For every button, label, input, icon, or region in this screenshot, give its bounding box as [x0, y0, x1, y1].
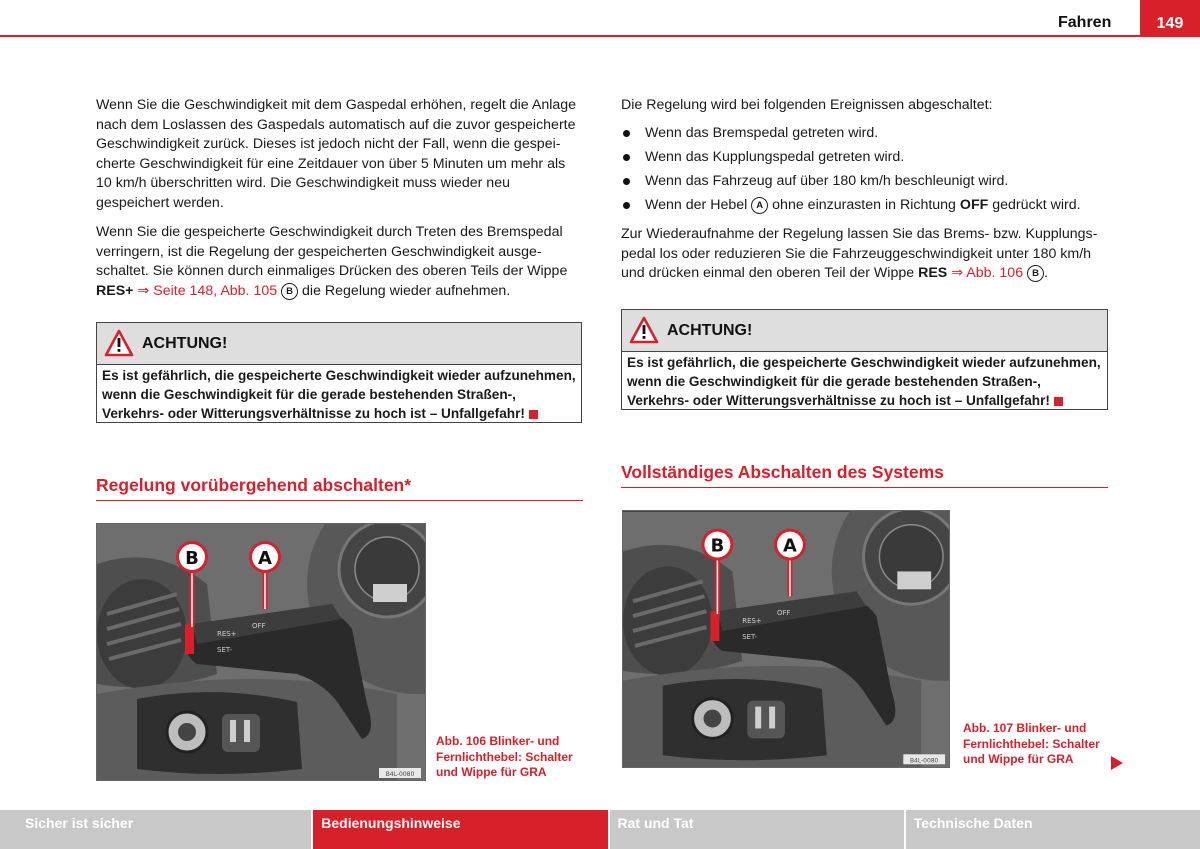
warning-text-content: Es ist gefährlich, die gespeicherte Geschwindigkeit wieder aufzunehmen, wenn die Geschwindigkeit für die gerade bestehenden Straßen-, Verkehrs- oder Witterungsverhältnisse zu hoch ist – Unfallgefahr! — [102, 368, 576, 421]
list-item-text: Wenn das Bremspedal getreten wird. — [645, 124, 879, 141]
turn-signal-lever-illustration — [97, 524, 426, 781]
bullet-icon — [623, 202, 630, 209]
right-paragraph-end: . — [1044, 265, 1048, 281]
right-paragraph-text: Zur Wiederaufnahme der Regelung lassen Sie das Brems- bzw. Kupplungs- pedal los oder reduzieren Sie die Fahrzeuggeschwindigkeit unter 180 km/h und drücken einmal den oberen Teil der Wippe — [621, 226, 1098, 281]
header-rule — [0, 35, 1200, 37]
right-paragraph — [621, 225, 1108, 284]
warning-text — [622, 352, 1107, 413]
left-column — [96, 96, 583, 311]
page-reference-link[interactable]: Seite 148, Abb. 105 — [153, 282, 278, 299]
figure-code: B4L-0080 — [909, 757, 939, 765]
list-item — [621, 196, 1108, 216]
svg-text:RES+: RES+ — [742, 617, 762, 626]
left-paragraph-2-end: die Regelung wieder aufnehmen. — [302, 282, 511, 299]
warning-box-right — [621, 309, 1108, 410]
marker-a-icon: A — [751, 197, 768, 214]
figure-label-b: B — [710, 535, 725, 557]
turn-signal-lever-illustration — [623, 511, 950, 768]
warning-header — [622, 310, 1107, 352]
footer-nav — [0, 810, 1200, 849]
list-item-text: Wenn das Fahrzeug auf über 180 km/h beschleunigt wird. — [645, 172, 1009, 189]
svg-text:OFF: OFF — [777, 609, 791, 618]
left-paragraph-2 — [96, 223, 583, 301]
right-column — [621, 96, 1108, 294]
off-label: OFF — [959, 196, 989, 213]
bullet-icon — [623, 154, 630, 161]
reference-arrow-icon: ⇒ — [137, 282, 150, 299]
warning-header — [97, 323, 581, 365]
marker-b-icon: B — [1027, 265, 1044, 282]
figure-reference-link[interactable]: Abb. 106 — [966, 265, 1024, 281]
marker-b-icon: B — [281, 283, 298, 300]
figure-107-caption: Abb. 107 Blinker- und Fernlichthebel: Schalter und Wippe für GRA — [963, 721, 1100, 766]
warning-triangle-icon — [629, 316, 659, 344]
figure-107 — [622, 510, 950, 768]
res-label: RES — [918, 265, 948, 281]
warning-box-left — [96, 322, 582, 423]
tab-sicher-ist-sicher[interactable]: Sicher ist sicher — [0, 810, 311, 849]
list-item — [621, 148, 1108, 168]
tab-technische-daten[interactable]: Technische Daten — [906, 810, 1200, 849]
figure-label-a: A — [783, 535, 797, 557]
reference-arrow-icon: ⇒ — [951, 265, 964, 281]
list-item — [621, 172, 1108, 192]
warning-text-content: Es ist gefährlich, die gespeicherte Geschwindigkeit wieder aufzunehmen, wenn die Geschwindigkeit für die gerade bestehenden Straßen-, Verkehrs- oder Witterungsverhältnisse zu hoch ist – Unfallgefahr! — [627, 355, 1101, 408]
figure-code: B4L-0080 — [385, 771, 415, 778]
tab-rat-und-tat[interactable]: Rat und Tat — [610, 810, 904, 849]
section-heading-left: Regelung vorübergehend abschalten* — [96, 475, 583, 501]
end-marker-icon — [1054, 397, 1063, 406]
figure-106 — [96, 523, 426, 781]
list-item-text-mid: ohne einzurasten in Richtung — [772, 196, 956, 213]
svg-text:OFF: OFF — [252, 622, 266, 630]
section-heading-right: Vollständiges Abschalten des Systems — [621, 462, 1108, 488]
list-item-text: Wenn der Hebel — [645, 196, 748, 213]
page-number: 149 — [1140, 0, 1200, 37]
list-item-text-end: gedrückt wird. — [992, 196, 1081, 213]
res-plus-label: RES+ — [96, 282, 134, 299]
tab-bedienungshinweise[interactable]: Bedienungshinweise — [313, 810, 607, 849]
warning-triangle-icon — [104, 329, 134, 357]
list-item-text: Wenn das Kupplungspedal getreten wird. — [645, 148, 905, 165]
chapter-title: Fahren — [1058, 14, 1112, 31]
left-paragraph-2-text: Wenn Sie die gespeicherte Geschwindigkeit durch Treten des Bremspedal verringern, ist die Regelung der gespeicherten Geschwindigkeit ausge- schaltet. Sie können durch einmaliges Drücken des oberen Teils der Wippe — [96, 224, 568, 279]
svg-text:RES+: RES+ — [217, 630, 237, 638]
next-page-arrow-icon[interactable] — [1111, 756, 1123, 770]
figure-106-caption: Abb. 106 Blinker- und Fernlichthebel: Schalter und Wippe für GRA — [436, 734, 573, 779]
left-paragraph-1: Wenn Sie die Geschwindigkeit mit dem Gaspedal erhöhen, regelt die Anlage nach dem Loslassen des Gaspedals automatisch auf die zuvor gespeicherte Geschwindigkeit zurück. Dieses ist jedoch nicht der Fall, wenn die gespei- cherte Geschwindigkeit für eine Zeitdauer von über 5 Minuten um mehr als 10 km/h überschritten wird. Die Geschwindigkeit muss wieder neu gespeichert werden. — [96, 97, 577, 211]
figure-label-a: A — [258, 548, 272, 569]
end-marker-icon — [529, 410, 538, 419]
warning-title: ACHTUNG! — [142, 335, 228, 352]
warning-title: ACHTUNG! — [667, 322, 753, 339]
list-item — [621, 124, 1108, 144]
shutoff-conditions-list — [621, 124, 1108, 216]
bullet-icon — [623, 130, 630, 137]
warning-text — [97, 365, 581, 426]
bullet-icon — [623, 178, 630, 185]
svg-text:SET-: SET- — [742, 633, 758, 642]
right-intro: Die Regelung wird bei folgenden Ereignissen abgeschaltet: — [621, 97, 993, 113]
figure-label-b: B — [185, 548, 199, 569]
svg-text:SET-: SET- — [217, 646, 233, 654]
